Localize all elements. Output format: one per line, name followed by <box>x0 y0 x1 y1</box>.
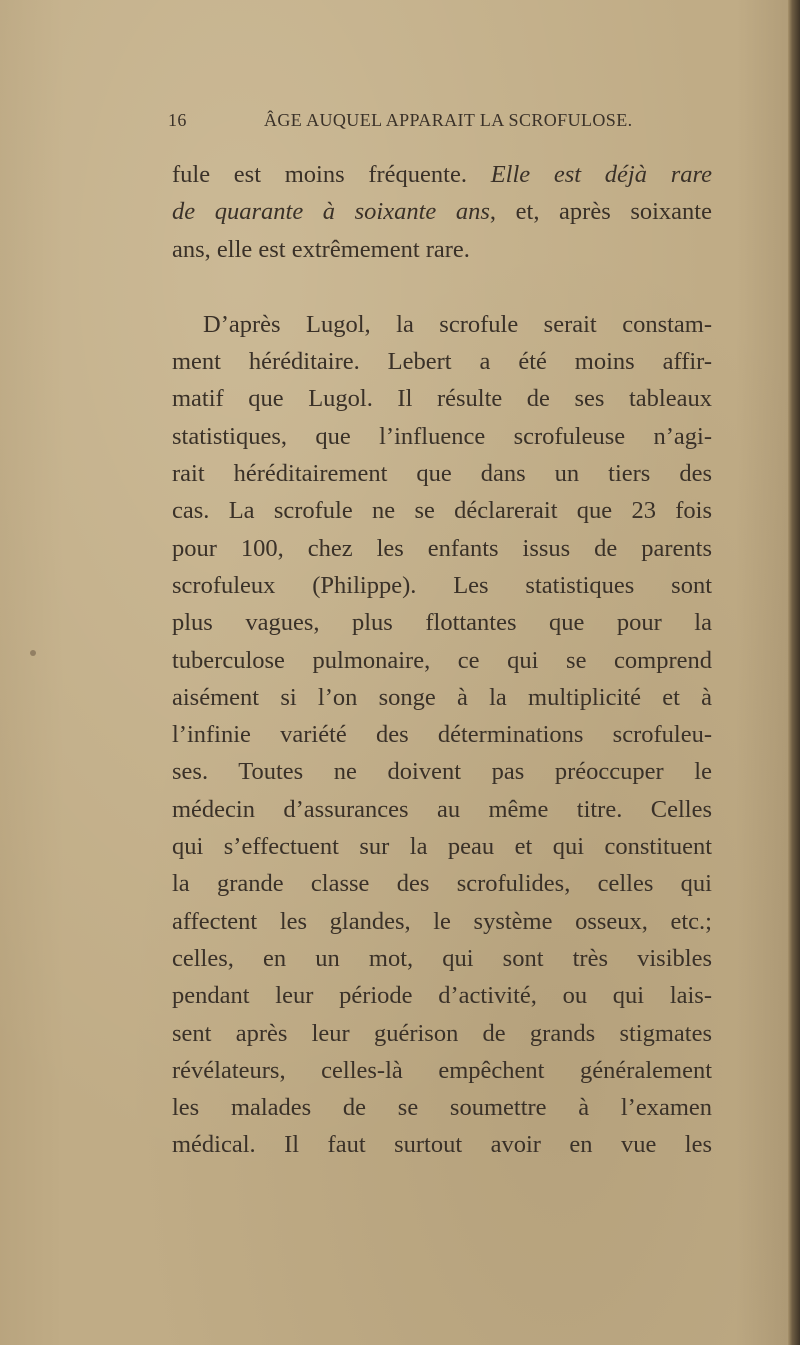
text-run: , et, après soixante <box>489 198 712 226</box>
text-line: celles, en un mot, qui sont très visibles <box>172 944 712 972</box>
text-line: cas. La scrofule ne se déclarerait que 23 fois <box>172 497 712 525</box>
text-line: matif que Lugol. Il résulte de ses tableaux <box>172 385 712 413</box>
running-title: ÂGE AUQUEL APPARAIT LA SCROFULOSE. <box>264 110 633 130</box>
paragraph-gap <box>172 268 712 306</box>
page-edge-shadow <box>788 0 800 1345</box>
text-line: médical. Il faut surtout avoir en vue les <box>172 1131 712 1159</box>
page-number: 16 <box>168 110 187 130</box>
text-run: fule est moins fréquente. <box>172 161 491 188</box>
text-line: pendant leur période d’activité, ou qui lais- <box>172 982 712 1010</box>
text-line: ment héréditaire. Lebert a été moins affir- <box>172 348 712 376</box>
text-line: l’infinie variété des déterminations scrofuleu- <box>172 721 712 749</box>
text-line: la grande classe des scrofulides, celles qui <box>172 870 712 898</box>
text-line: ses. Toutes ne doivent pas préoccuper le <box>172 758 712 786</box>
text-line: sent après leur guérison de grands stigmates <box>172 1019 712 1047</box>
text-line: rait héréditairement que dans un tiers des <box>172 460 712 488</box>
text-line: ans, elle est extrêmement rare. <box>172 235 470 263</box>
running-head <box>168 110 708 138</box>
italic-run: Elle est déjà rare <box>490 161 712 188</box>
italic-run: de quarante à soixante ans <box>172 198 490 226</box>
text-line: aisément si l’on songe à la multiplicité et à <box>172 683 712 711</box>
text-line <box>172 156 712 193</box>
paper-speck <box>30 650 36 656</box>
text-line: révélateurs, celles-là empêchent généralement <box>172 1056 712 1084</box>
text-line: statistiques, que l’influence scrofuleuse n’agi- <box>172 422 712 450</box>
text-line: les malades de se soumettre à l’examen <box>172 1094 712 1122</box>
text-line <box>172 193 712 230</box>
text-line: affectent les glandes, le système osseux, etc.; <box>172 907 712 935</box>
text-line: scrofuleux (Philippe). Les statistiques sont <box>172 571 712 599</box>
text-line: pour 100, chez les enfants issus de parents <box>172 534 712 562</box>
text-line: qui s’effectuent sur la peau et qui constituent <box>172 833 712 861</box>
text-line: D’après Lugol, la scrofule serait constam- <box>203 310 712 338</box>
body-text <box>172 156 712 1164</box>
text-line: médecin d’assurances au même titre. Celles <box>172 795 712 823</box>
text-line: tuberculose pulmonaire, ce qui se comprend <box>172 646 712 674</box>
text-line: plus vagues, plus flottantes que pour la <box>172 609 712 637</box>
